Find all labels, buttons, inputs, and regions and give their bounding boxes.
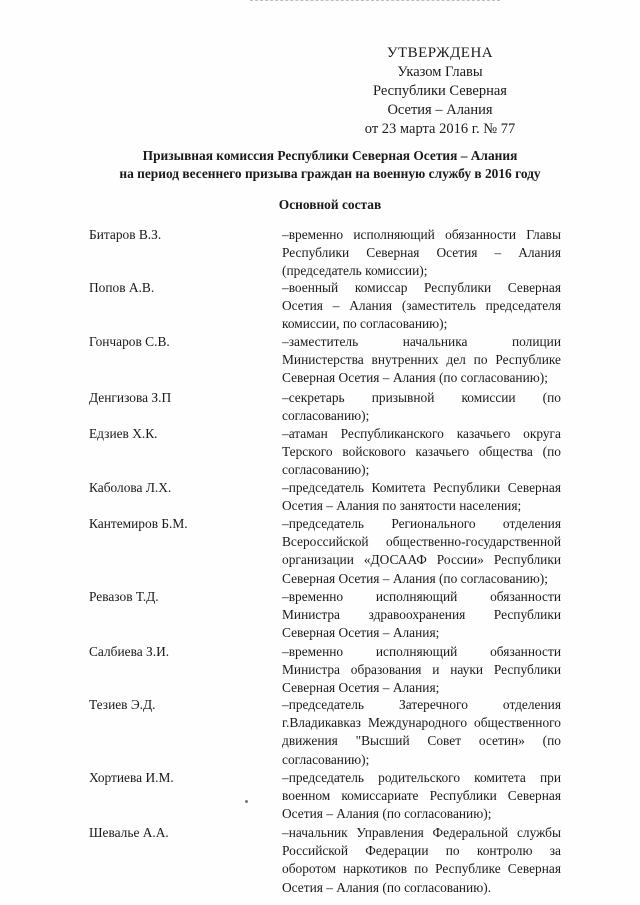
- member-role: –временно исполняющий обязанности Министра здравоохранения Республики Северная Осетия – Алания;: [282, 589, 561, 641]
- member-role: –председатель Комитета Республики Северная Осетия – Алания по занятости населения;: [282, 480, 561, 514]
- approval-stamp-block: [340, 44, 540, 139]
- member-row: [89, 769, 561, 824]
- member-name: Битаров В.З.: [89, 227, 162, 242]
- member-role: –атаман Республиканского казачьего округа Терского войскового казачьего общества (по согласованию);: [282, 426, 561, 478]
- members-list: [89, 226, 561, 898]
- member-row: [89, 479, 561, 515]
- member-name: Денгизова З.П: [89, 390, 172, 405]
- member-role: –председатель Регионального отделения Всероссийской общественно-государственной организации «ДОСААФ России» Республики Северная Осетия – Алания (по согласованию);: [282, 516, 561, 586]
- member-row: [89, 824, 561, 898]
- approval-region-line: Осетия – Алания: [387, 102, 493, 118]
- member-name: Шевалье А.А.: [89, 825, 169, 840]
- member-row: [89, 279, 561, 333]
- member-role: –председатель Затеречного отделения г.Владикавказ Международного общественного движения "Высший Совет осетин» (по согласованию);: [282, 697, 561, 767]
- member-role: –заместитель начальника полиции Министерства внутренних дел по Республике Северная Осетия – Алания (по согласованию);: [282, 334, 561, 386]
- member-row: [89, 425, 561, 479]
- heading-line-2: на период весеннего призыва граждан на военную службу в 2016 году: [119, 166, 541, 181]
- member-row: [89, 588, 561, 643]
- member-row: [89, 515, 561, 588]
- member-name: Каболова Л.Х.: [89, 480, 172, 495]
- member-row: [89, 333, 561, 389]
- member-role: –временно исполняющий обязанности Главы Республики Северная Осетия – Алания (председатель комиссии);: [282, 227, 561, 279]
- member-row: [89, 389, 561, 425]
- scan-edge-line: [250, 0, 500, 2]
- member-name: Кантемиров Б.М.: [89, 516, 188, 531]
- member-name: Едзиев Х.К.: [89, 426, 158, 441]
- member-role: –секретарь призывной комиссии (по согласованию);: [282, 390, 561, 424]
- member-role: –временно исполняющий обязанности Министра образования и науки Республики Северная Осетия – Алания;: [282, 644, 561, 696]
- member-name: Хортиева И.М.: [89, 770, 174, 785]
- approval-date-line: от 23 марта 2016 г. № 77: [364, 121, 516, 137]
- member-row: [89, 226, 561, 279]
- member-name: Ревазов Т.Д.: [89, 589, 159, 604]
- member-role: –начальник Управления Федеральной службы Российской Федерации по контролю за оборотом наркотиков по Республике Северная Осетия – Алания (по согласованию).: [282, 825, 561, 895]
- member-name: Тезиев Э.Д.: [89, 697, 156, 712]
- approval-decree-line: Указом Главы: [397, 64, 483, 80]
- member-row: [89, 643, 561, 696]
- member-row: [89, 696, 561, 769]
- scan-speck: [245, 800, 248, 803]
- member-role: –военный комиссар Республики Северная Осетия – Алания (заместитель председателя комиссии, по согласованию);: [282, 280, 561, 332]
- member-role: –председатель родительского комитета при военном комиссариате Республики Северная Осетия – Алания (по согласованию);: [282, 770, 561, 822]
- document-heading: [60, 147, 600, 183]
- member-name: Салбиева З.И.: [89, 644, 170, 659]
- heading-line-1: Призывная комиссия Республики Северная Осетия – Алания: [142, 148, 518, 163]
- section-title: Основной состав: [278, 197, 382, 212]
- approval-title: УТВЕРЖДЕНА: [386, 45, 494, 61]
- member-name: Попов А.В.: [89, 280, 155, 295]
- approval-republic-line: Республики Северная: [373, 83, 507, 99]
- member-name: Гончаров С.В.: [89, 334, 170, 349]
